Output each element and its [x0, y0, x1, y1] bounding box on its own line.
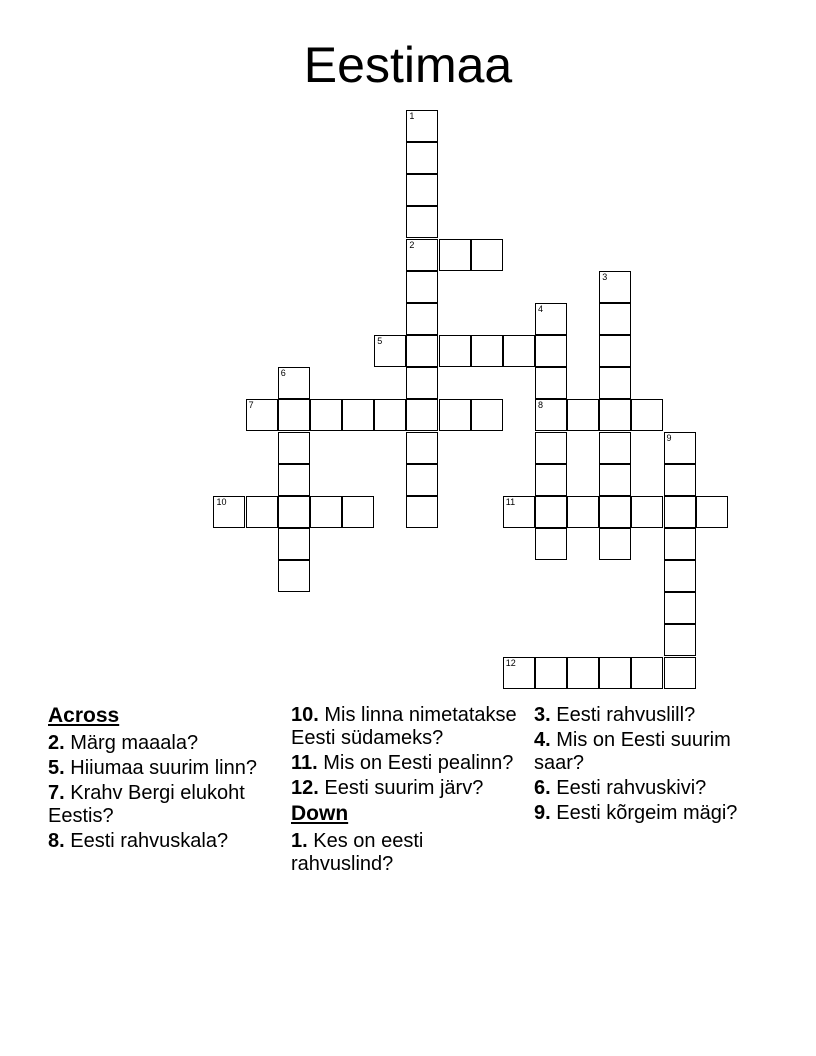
clue-number: 2 — [409, 239, 415, 250]
grid-cell[interactable] — [503, 657, 535, 689]
grid-cell[interactable] — [406, 464, 438, 496]
grid-cell[interactable] — [406, 206, 438, 238]
grid-cell[interactable] — [310, 399, 342, 431]
grid-cell[interactable] — [278, 528, 310, 560]
grid-cell[interactable] — [439, 399, 471, 431]
grid-cell[interactable] — [664, 528, 696, 560]
grid-cell[interactable] — [567, 496, 599, 528]
grid-cell[interactable] — [599, 464, 631, 496]
grid-cell[interactable] — [535, 303, 567, 335]
grid-cell[interactable] — [599, 528, 631, 560]
grid-cell[interactable] — [278, 496, 310, 528]
grid-cell[interactable] — [664, 432, 696, 464]
clue-across-7: 7. Krahv Bergi elukoht Eestis? — [48, 782, 245, 827]
clue-number: 12 — [505, 657, 516, 668]
clue-across-11: 11. Mis on Eesti pealinn? — [291, 752, 514, 774]
grid-cell[interactable] — [439, 239, 471, 271]
grid-cell[interactable] — [567, 657, 599, 689]
clue-number: 3 — [602, 271, 608, 282]
grid-cell[interactable] — [664, 496, 696, 528]
clue-down-1: 1. Kes on eesti rahvuslind? — [291, 830, 424, 875]
clues-column-3 — [534, 704, 766, 827]
grid-cell[interactable] — [471, 399, 503, 431]
grid-cell[interactable] — [406, 174, 438, 206]
grid-cell[interactable] — [406, 399, 438, 431]
page-title: Eestimaa — [303, 37, 513, 93]
grid-cell[interactable] — [535, 496, 567, 528]
grid-cell[interactable] — [503, 335, 535, 367]
clue-number: 10 — [216, 496, 227, 507]
grid-cell[interactable] — [599, 271, 631, 303]
grid-cell[interactable] — [406, 303, 438, 335]
clue-across-12: 12. Eesti suurim järv? — [291, 777, 484, 799]
grid-cell[interactable] — [342, 399, 374, 431]
clues-column-1 — [48, 704, 280, 855]
grid-cell[interactable] — [535, 657, 567, 689]
grid-cell[interactable] — [664, 464, 696, 496]
clue-down-6: 6. Eesti rahvuskivi? — [534, 777, 707, 799]
grid-cell[interactable] — [535, 432, 567, 464]
grid-cell[interactable] — [406, 496, 438, 528]
grid-cell[interactable] — [278, 560, 310, 592]
clue-across-8: 8. Eesti rahvuskala? — [48, 830, 229, 852]
clue-down-9: 9. Eesti kõrgeim mägi? — [534, 802, 738, 824]
grid-cell[interactable] — [406, 110, 438, 142]
grid-cell[interactable] — [664, 592, 696, 624]
clue-number: 6 — [280, 368, 286, 379]
grid-cell[interactable] — [599, 496, 631, 528]
grid-cell[interactable] — [664, 657, 696, 689]
grid-cell[interactable] — [664, 624, 696, 656]
grid-cell[interactable] — [374, 335, 406, 367]
clue-across-2: 2. Märg maaala? — [48, 732, 199, 754]
clues-column-2 — [291, 704, 523, 878]
grid-cell[interactable] — [631, 496, 663, 528]
grid-cell[interactable] — [278, 464, 310, 496]
grid-cell[interactable] — [406, 239, 438, 271]
grid-cell[interactable] — [599, 367, 631, 399]
grid-cell[interactable] — [567, 399, 599, 431]
grid-cell[interactable] — [631, 657, 663, 689]
grid-cell[interactable] — [664, 560, 696, 592]
grid-cell[interactable] — [278, 432, 310, 464]
grid-cell[interactable] — [406, 142, 438, 174]
across-heading: Across — [48, 704, 120, 727]
grid-cell[interactable] — [278, 399, 310, 431]
grid-cell[interactable] — [599, 335, 631, 367]
grid-cell[interactable] — [535, 399, 567, 431]
clue-across-10: 10. Mis linna nimetatakse Eesti südameks? — [291, 704, 517, 749]
clue-number: 11 — [505, 496, 516, 507]
grid-cell[interactable] — [631, 399, 663, 431]
grid-cell[interactable] — [535, 464, 567, 496]
grid-cell[interactable] — [374, 399, 406, 431]
clue-number: 7 — [248, 400, 254, 411]
grid-cell[interactable] — [406, 271, 438, 303]
grid-cell[interactable] — [599, 399, 631, 431]
clue-number: 1 — [409, 111, 415, 121]
grid-cell[interactable] — [246, 399, 278, 431]
grid-cell[interactable] — [503, 496, 535, 528]
clue-number: 8 — [537, 400, 543, 411]
grid-cell[interactable] — [535, 528, 567, 560]
clue-number: 5 — [377, 336, 383, 347]
clue-number: 4 — [537, 303, 543, 314]
clue-across-5: 5. Hiiumaa suurim linn? — [48, 757, 257, 779]
grid-cell[interactable] — [696, 496, 728, 528]
grid-cell[interactable] — [535, 367, 567, 399]
grid-cell[interactable] — [406, 335, 438, 367]
clue-down-3: 3. Eesti rahvuslill? — [534, 704, 696, 726]
grid-cell[interactable] — [406, 432, 438, 464]
grid-cell[interactable] — [213, 496, 245, 528]
grid-cell[interactable] — [406, 367, 438, 399]
grid-cell[interactable] — [310, 496, 342, 528]
clue-down-4: 4. Mis on Eesti suurim saar? — [534, 729, 731, 774]
grid-cell[interactable] — [246, 496, 278, 528]
grid-cell[interactable] — [599, 432, 631, 464]
down-heading: Down — [291, 802, 349, 825]
grid-cell[interactable] — [471, 239, 503, 271]
grid-cell[interactable] — [278, 367, 310, 399]
grid-cell[interactable] — [599, 657, 631, 689]
clue-number: 9 — [666, 432, 672, 443]
grid-cell[interactable] — [439, 335, 471, 367]
grid-cell[interactable] — [471, 335, 503, 367]
grid-cell[interactable] — [342, 496, 374, 528]
grid-cell[interactable] — [535, 335, 567, 367]
grid-cell[interactable] — [599, 303, 631, 335]
